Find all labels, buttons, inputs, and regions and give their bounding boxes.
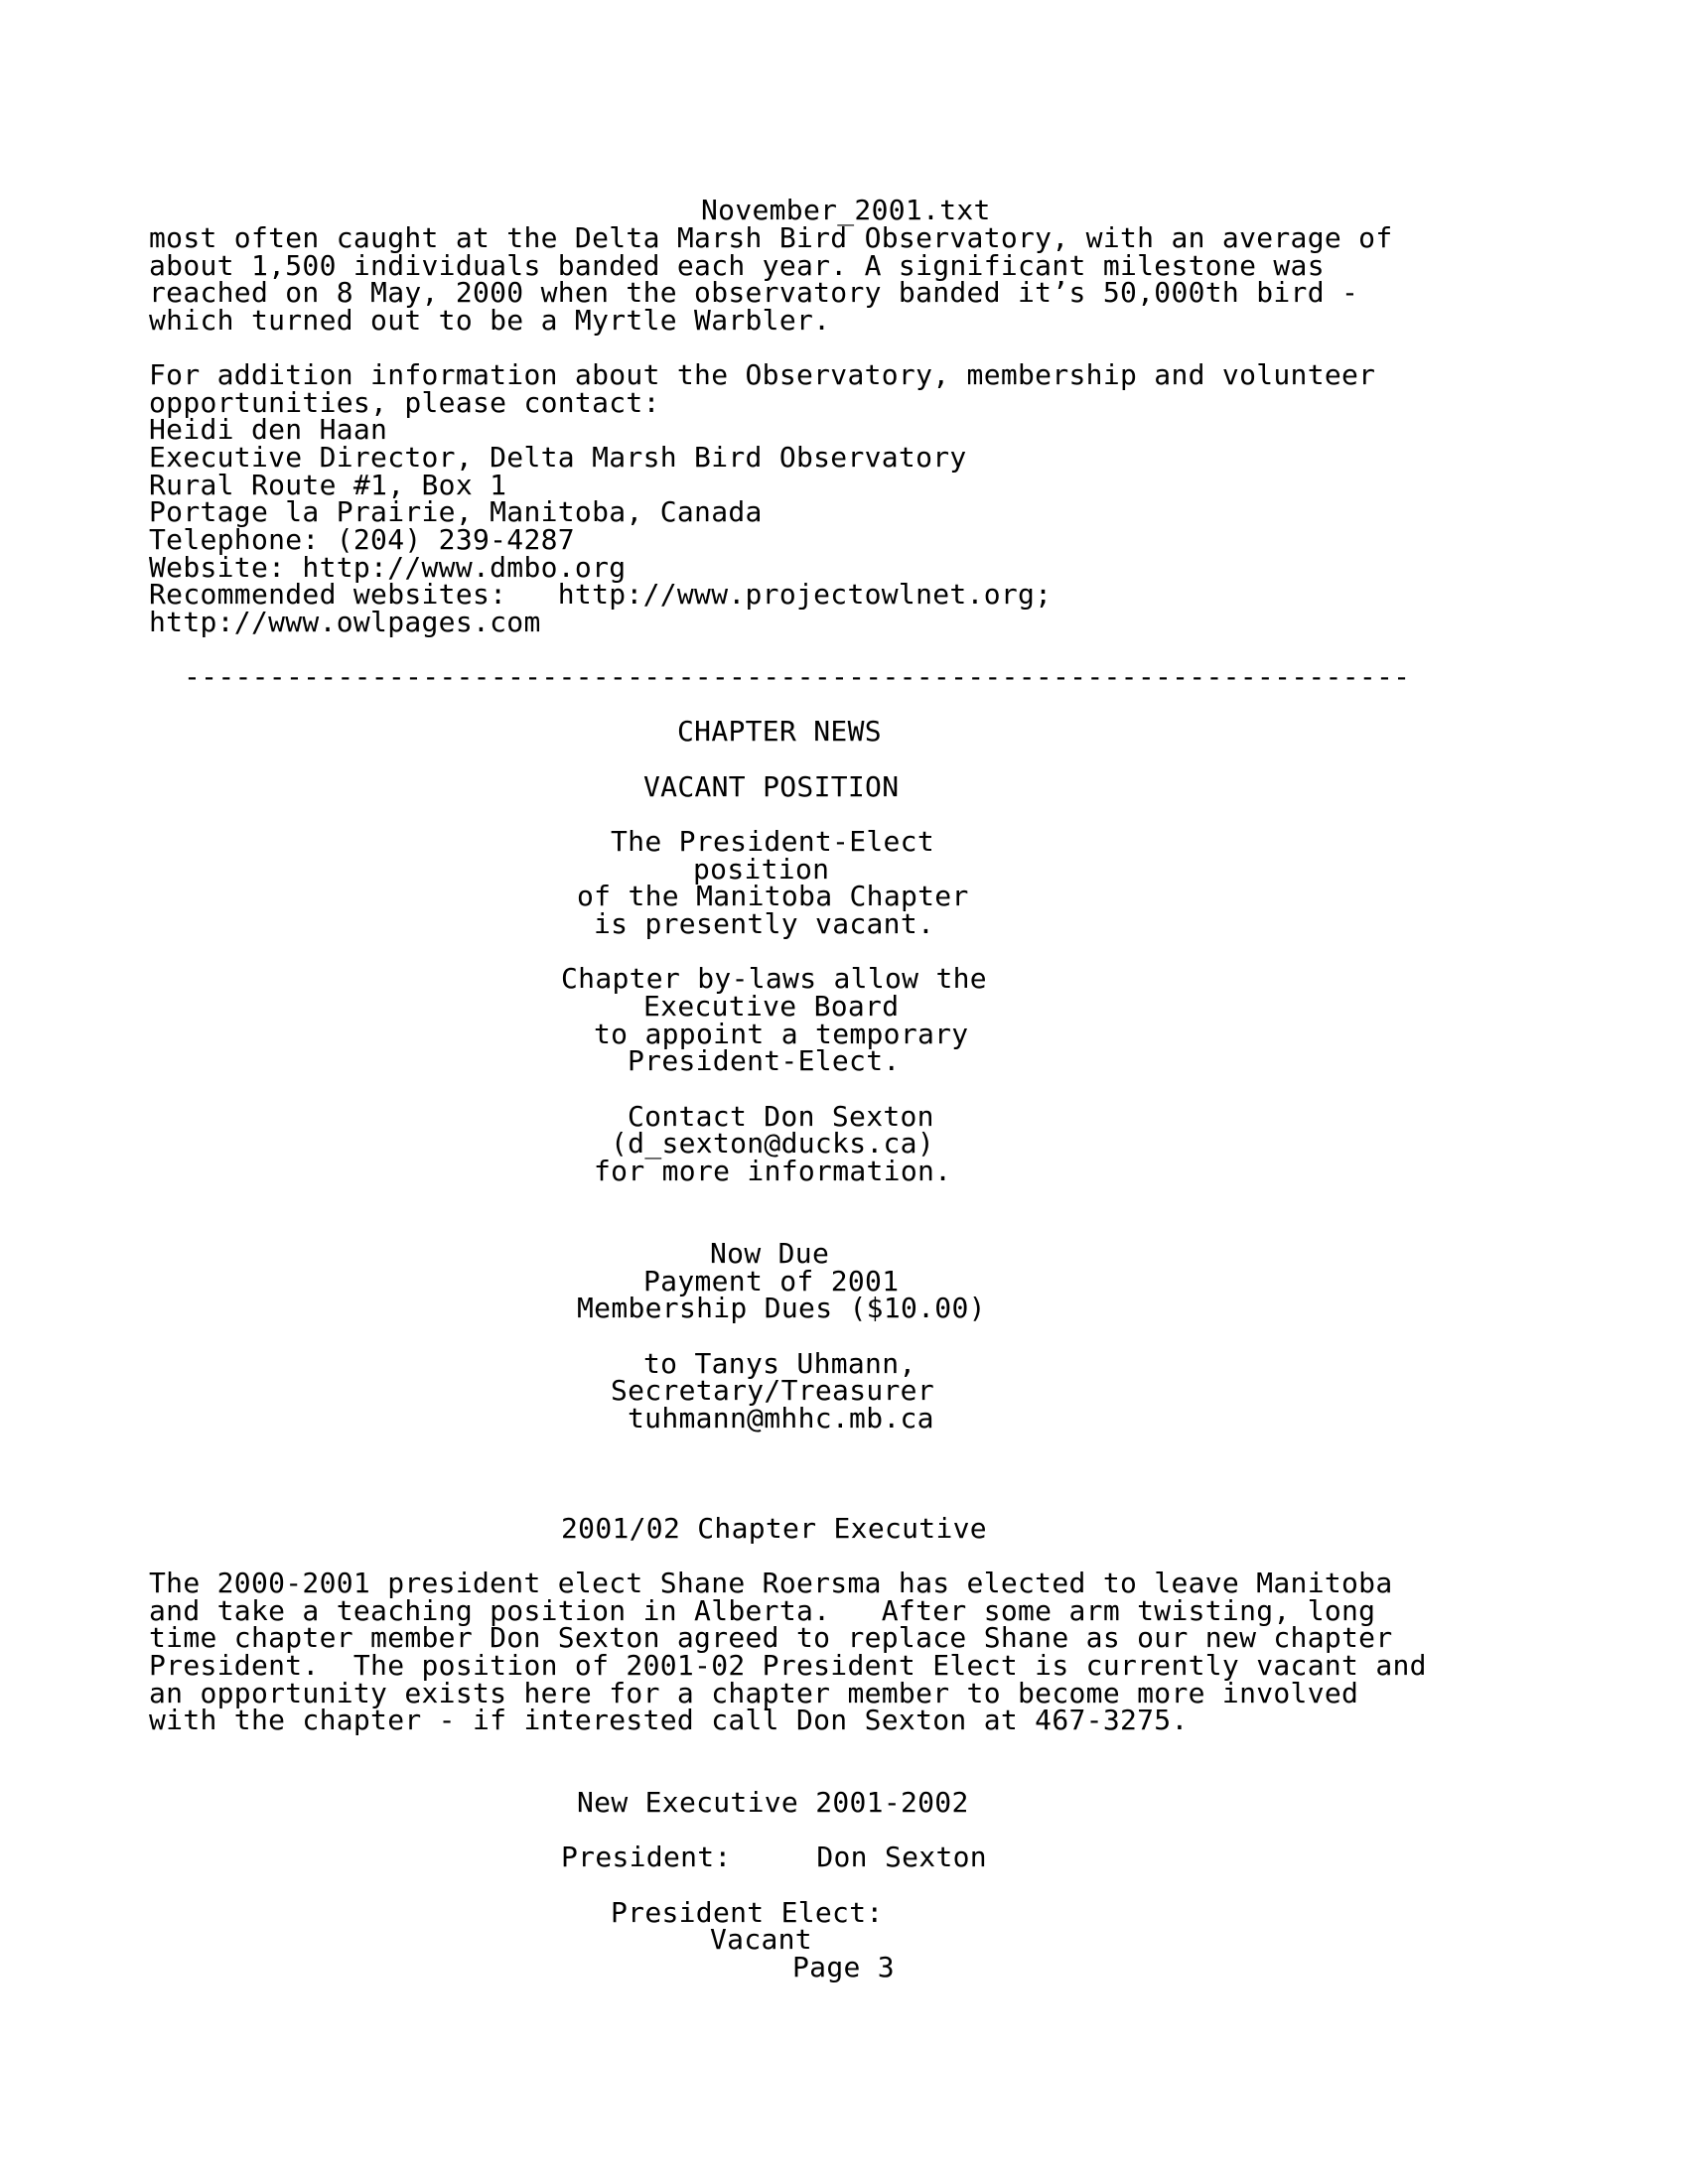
bylaw-line: Executive Board bbox=[643, 990, 900, 1023]
contact-line: opportunities, please contact: bbox=[149, 386, 660, 419]
contact-telephone: Telephone: (204) 239-4287 bbox=[149, 523, 575, 556]
executive-heading: 2001/02 Chapter Executive bbox=[561, 1512, 987, 1545]
president-line: President: Don Sexton bbox=[561, 1841, 987, 1873]
vacant-line: The President-Elect bbox=[611, 825, 934, 858]
intro-line: most often caught at the Delta Marsh Bird Observatory, with an average of bbox=[149, 221, 1393, 254]
president-elect-value: Vacant bbox=[710, 1923, 812, 1956]
executive-paragraph-line: and take a teaching position in Alberta. After some arm twisting, long bbox=[149, 1594, 1376, 1627]
intro-line: which turned out to be a Myrtle Warbler. bbox=[149, 304, 831, 337]
executive-paragraph-line: time chapter member Don Sexton agreed to replace Shane as our new chapter bbox=[149, 1621, 1393, 1654]
dues-line: Payment of 2001 bbox=[643, 1265, 900, 1297]
contact-city: Portage la Prairie, Manitoba, Canada bbox=[149, 495, 763, 528]
contact-website: Website: http://www.dmbo.org bbox=[149, 551, 627, 584]
treasurer-title: Secretary/Treasurer bbox=[611, 1374, 934, 1407]
contact-sexton-line: Contact Don Sexton bbox=[628, 1100, 934, 1133]
dues-line: Now Due bbox=[710, 1237, 830, 1270]
vacant-line: position bbox=[693, 853, 830, 886]
vacant-line: of the Manitoba Chapter bbox=[577, 880, 969, 912]
executive-paragraph-line: an opportunity exists here for a chapter member to become more involved bbox=[149, 1677, 1359, 1709]
president-elect-label: President Elect: bbox=[611, 1896, 884, 1929]
recommended-websites: Recommended websites: http://www.projectowlnet.org; bbox=[149, 578, 1053, 611]
chapter-news-heading: CHAPTER NEWS bbox=[677, 715, 882, 748]
contact-sexton-email: (d_sexton@ducks.ca) bbox=[611, 1127, 934, 1160]
bylaw-line: Chapter by-laws allow the bbox=[561, 962, 987, 995]
dues-amount: Membership Dues ($10.00) bbox=[577, 1292, 986, 1324]
contact-sexton-line: for more information. bbox=[594, 1155, 952, 1187]
treasurer-line: to Tanys Uhmann, bbox=[643, 1347, 916, 1380]
executive-paragraph-line: with the chapter - if interested call Don Sexton at 467-3275. bbox=[149, 1704, 1189, 1736]
contact-name: Heidi den Haan bbox=[149, 413, 388, 446]
bylaw-line: to appoint a temporary bbox=[594, 1018, 969, 1050]
vacant-line: is presently vacant. bbox=[594, 907, 935, 940]
intro-line: about 1,500 individuals banded each year. A significant milestone was bbox=[149, 249, 1325, 282]
intro-line: reached on 8 May, 2000 when the observatory banded it’s 50,000th bird - bbox=[149, 276, 1359, 309]
bylaw-line: President-Elect. bbox=[628, 1044, 901, 1077]
recommended-website-2: http://www.owlpages.com bbox=[149, 606, 541, 638]
executive-paragraph-line: President. The position of 2001-02 President Elect is currently vacant and bbox=[149, 1649, 1427, 1682]
document-filename: November_2001.txt bbox=[701, 194, 991, 226]
contact-line: For addition information about the Observatory, membership and volunteer bbox=[149, 358, 1376, 391]
executive-paragraph-line: The 2000-2001 president elect Shane Roersma has elected to leave Manitoba bbox=[149, 1567, 1393, 1599]
treasurer-email: tuhmann@mhhc.mb.ca bbox=[628, 1402, 934, 1434]
new-executive-heading: New Executive 2001-2002 bbox=[577, 1786, 969, 1819]
contact-title: Executive Director, Delta Marsh Bird Observatory bbox=[149, 441, 967, 474]
contact-address: Rural Route #1, Box 1 bbox=[149, 469, 507, 501]
section-divider: ------------------------------------------------------------------------ bbox=[184, 660, 1411, 693]
page-number: Page 3 bbox=[792, 1951, 895, 1983]
vacant-position-heading: VACANT POSITION bbox=[643, 770, 900, 803]
